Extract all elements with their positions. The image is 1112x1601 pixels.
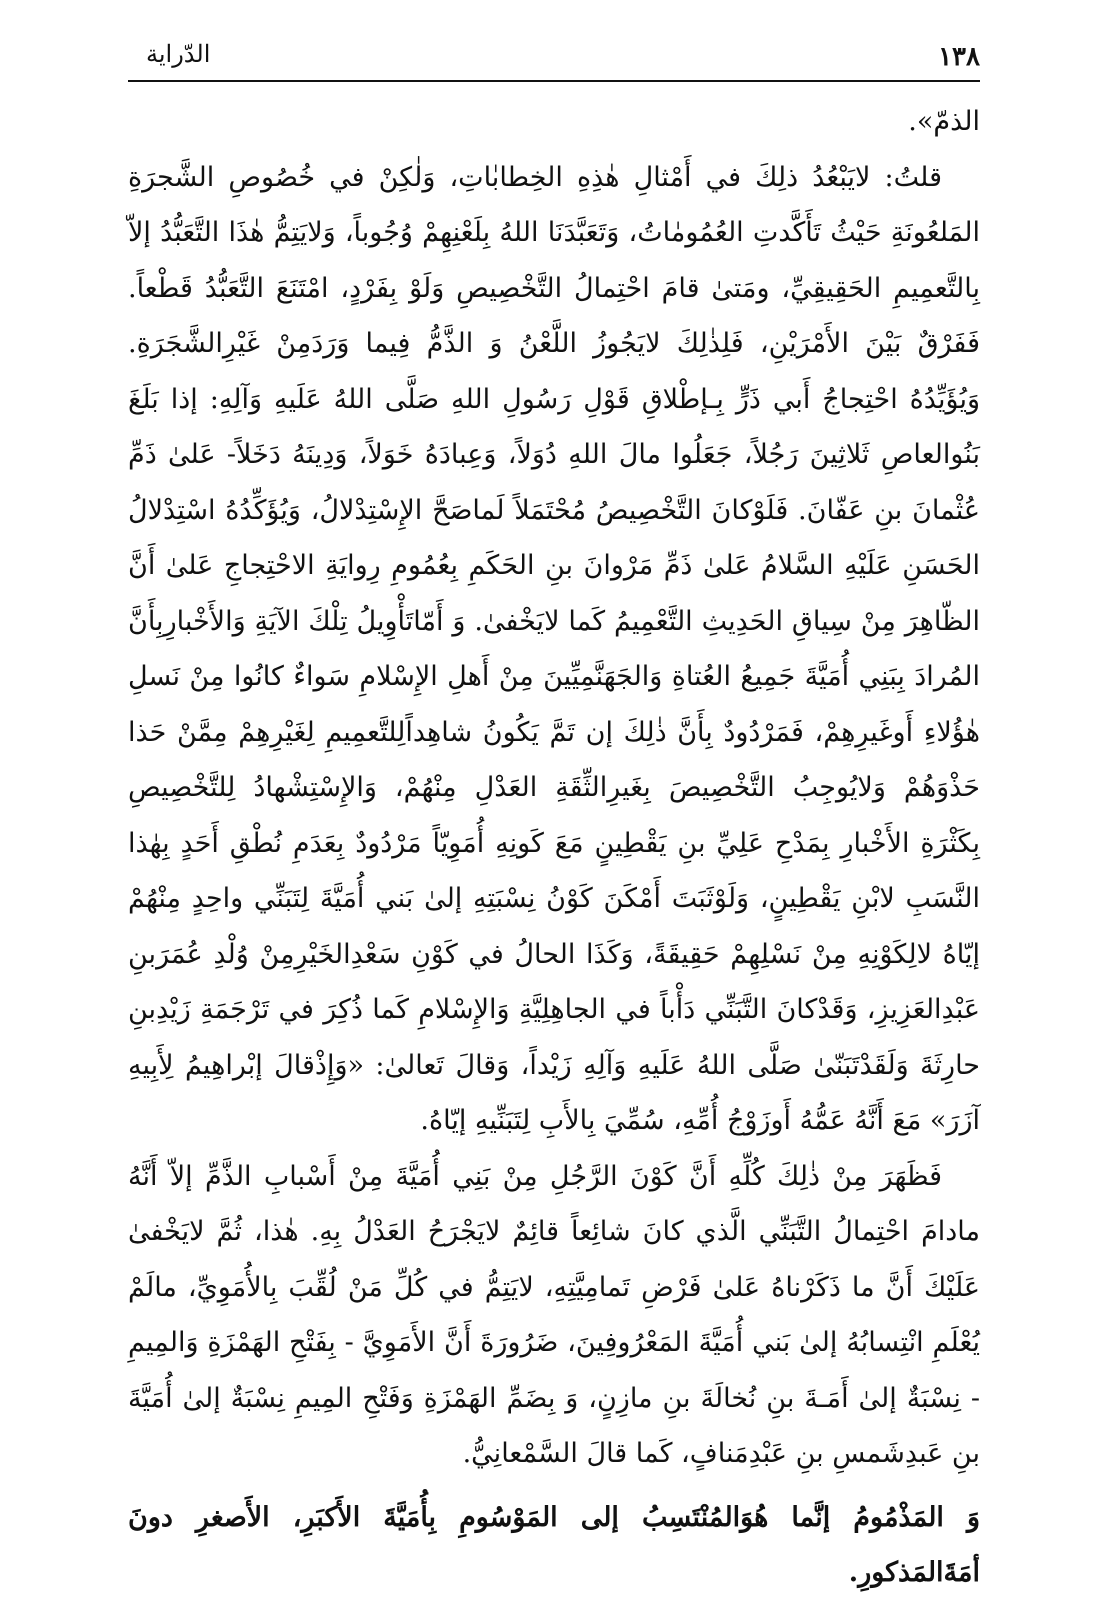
paragraph-final: وَ المَذْمُومُ إنَّما هُوَالمُنْتَسِبُ إلى المَوْسُومِ بِأُمَيَّةَ الأَكبَرِ، الأَصغرِ دونَ أمَةَالمَذكورِ. bbox=[128, 1501, 980, 1588]
page-header bbox=[128, 34, 980, 82]
paragraph-conclusion: فَظَهَرَ مِنْ ذٰلِكَ كُلِّهِ أَنَّ كَوْنَ الرَّجُلِ مِنْ بَنِي أُمَيَّةَ مِنْ أَسْبابِ الذَّمِّ إلاّ أَنَّهُ مادامَ احْتِمالُ التَّبَنِّي الَّذي كانَ شائِعاً قائِمٌ لايَجْرَحُ العَدْلُ بِهِ. هٰذا، ثُمَّ لايَخْفىٰ عَلَيْكَ أَنَّ ما ذَكَرْناهُ عَلىٰ فَرْضِ تَمامِيَّتِهِ، لايَتِمُّ في كُلِّ مَنْ لُقِّبَ بِالأُمَوِيِّ، مالَمْ يُعْلَمِ انْتِسابُهُ إلىٰ بَني أُمَيَّةَ المَعْرُوفِينَ، ضَرُورَةَ أَنَّ الأَمَوِيَّ - بِفَتْحِ الهَمْزَةِ وَالمِيمِ - نِسْبَةٌ إلىٰ أَمَـةَ بنِ نُخالَةَ بنِ مازِنٍ، وَ بِضَمِّ الهَمْزَةِ وَفَتْحِ المِيمِ نِسْبَةٌ إلىٰ أُمَيَّةَ بنِ عَبدِشَمسِ بنِ عَبْدِمَنافٍ، كَما قالَ السَّمْعانِيُّ. bbox=[128, 1160, 980, 1469]
body-text bbox=[128, 94, 980, 1601]
running-title: الدّراية bbox=[146, 40, 211, 68]
page-number: ١٣٨ bbox=[938, 42, 980, 72]
paragraph-main: قلتُ: لايَبْعُدُ ذلِكَ في أَمْثالِ هٰذِهِ الخِطابٰاتِ، وَلٰكِنْ في خُصُوصِ الشَّجرَةِ المَلعُونَةِ حَيْثُ تَأَكَّدتِ العُمُومٰاتُ، وَتَعَبَّدَنَا اللهُ بِلَعْنِهِمْ وُجُوباً، وَلايَتِمُّ هٰذَا التَّعَبُّدُ إلاّ بِالتَّعمِيمِ الحَقِيقِيِّ، ومَتىٰ قامَ احْتِمالُ التَّخْصِيصِ وَلَوْ بِفَرْدٍ، امْتَنَعَ التَّعَبُّدُ قَطْعاً. فَفَرْقٌ بَيْنَ الأَمْرَيْنِ، فَلِذٰلِكَ لايَجُوزُ اللَّعْنُ وَ الذَّمُّ فِيما وَرَدَمِنْ غَيْرِالشَّجَرَةِ. وَيُؤَيِّدُهُ احْتِجاجُ أَبي ذَرٍّ بِـإطْلاقِ قَوْلِ رَسُولِ اللهِ صَلَّى اللهُ عَلَيهِ وَآلِهِ: إذا بَلَغَ بَنُوالعاصِ ثَلاثِينَ رَجُلاً، جَعَلُوا مالَ اللهِ دُوَلاً، وَعِبادَهُ خَوَلاً، وَدِينَهُ دَخَلاً- عَلىٰ ذَمِّ عُثْمانَ بنِ عَفّانَ. فَلَوْكانَ التَّخْصِيصُ مُحْتَمَلاً لَماصَحَّ الإِسْتِدْلالُ، وَيُؤَكِّدُهُ اسْتِدْلالُ الحَسَنِ عَلَيْهِ السَّلامُ عَلىٰ ذَمِّ مَرْوانَ بنِ الحَكَمِ بِعُمُومِ رِوايَةِ الاحْتِجاجِ عَلىٰ أَنَّ الظّاهِرَ مِنْ سِياقِ الحَدِيثِ التَّعْمِيمُ كَما لايَخْفىٰ. وَ أَمّاتَأْوِيلُ تِلْكَ الآيَةِ وَالأَخْبارِبِأَنَّ المُرادَ بِبَنِي أُمَيَّةَ جَمِيعُ العُتاةِ وَالجَهَنَّمِيِّينَ مِنْ أَهلِ الإِسْلامِ سَواءٌ كانُوا مِنْ نَسلِ هٰؤُلاءِ أَوغَيرِهِمْ، فَمَرْدُودٌ بِأَنَّ ذٰلِكَ إن تَمَّ يَكُونُ شاهِداًلِلتَّعمِيمِ لِغَيْرِهِمْ مِمَّنْ حَذا حَذْوَهُمْ وَلايُوجِبُ التَّخْصِيصَ بِغَيرِالثِّقَةِ العَدْلِ مِنْهُمْ، وَالإِسْتِشْهادُ لِلتَّخْصِيصِ بِكَثْرَةِ الأَخْبارِ بِمَدْحِ عَلِيِّ بنِ يَقْطِينٍ مَعَ كَونِهِ أُمَوِيّاً مَرْدُودٌ بِعَدَمِ نُطْقِ أَحَدٍ بِهٰذا النَّسَبِ لابْنِ يَقْطِينٍ، وَلَوْثَبَتَ أَمْكَنَ كَوْنُ نِسْبَتِهِ إلىٰ بَني أُمَيَّةَ لِتَبَنِّي واحِدٍ مِنْهُمْ إيّاهُ لالِكَوْنِهِ مِنْ نَسْلِهِمْ حَقِيقَةً، وَكَذَا الحالُ في كَوْنِ سَعْدِالخَيْرِمِنْ وُلْدِ عُمَرَبنِ عَبْدِالعَزِيزِ، وَقَدْكانَ التَّبَنِّي دَأْباً في الجاهِلِيَّةِ وَالإِسْلامِ كَما ذُكِرَ في تَرْجَمَةِ زَيْدِبنِ حارِثَةَ وَلَقَدْتَبَنّىٰ صَلَّى اللهُ عَلَيهِ وَآلِهِ زَيْداً، وَقالَ تَعالىٰ: «وَإِذْقالَ إبْراهِيمُ لِأَبِيهِ آزَرَ» مَعَ أَنَّهُ عَمُّهُ أَوزَوْجُ أُمِّهِ، سُمِّيَ بِالأَبِ لِتَبَنِّيهِ إيّاهُ. bbox=[128, 161, 980, 1136]
paragraph-continuation: الذمّ». bbox=[908, 106, 980, 137]
